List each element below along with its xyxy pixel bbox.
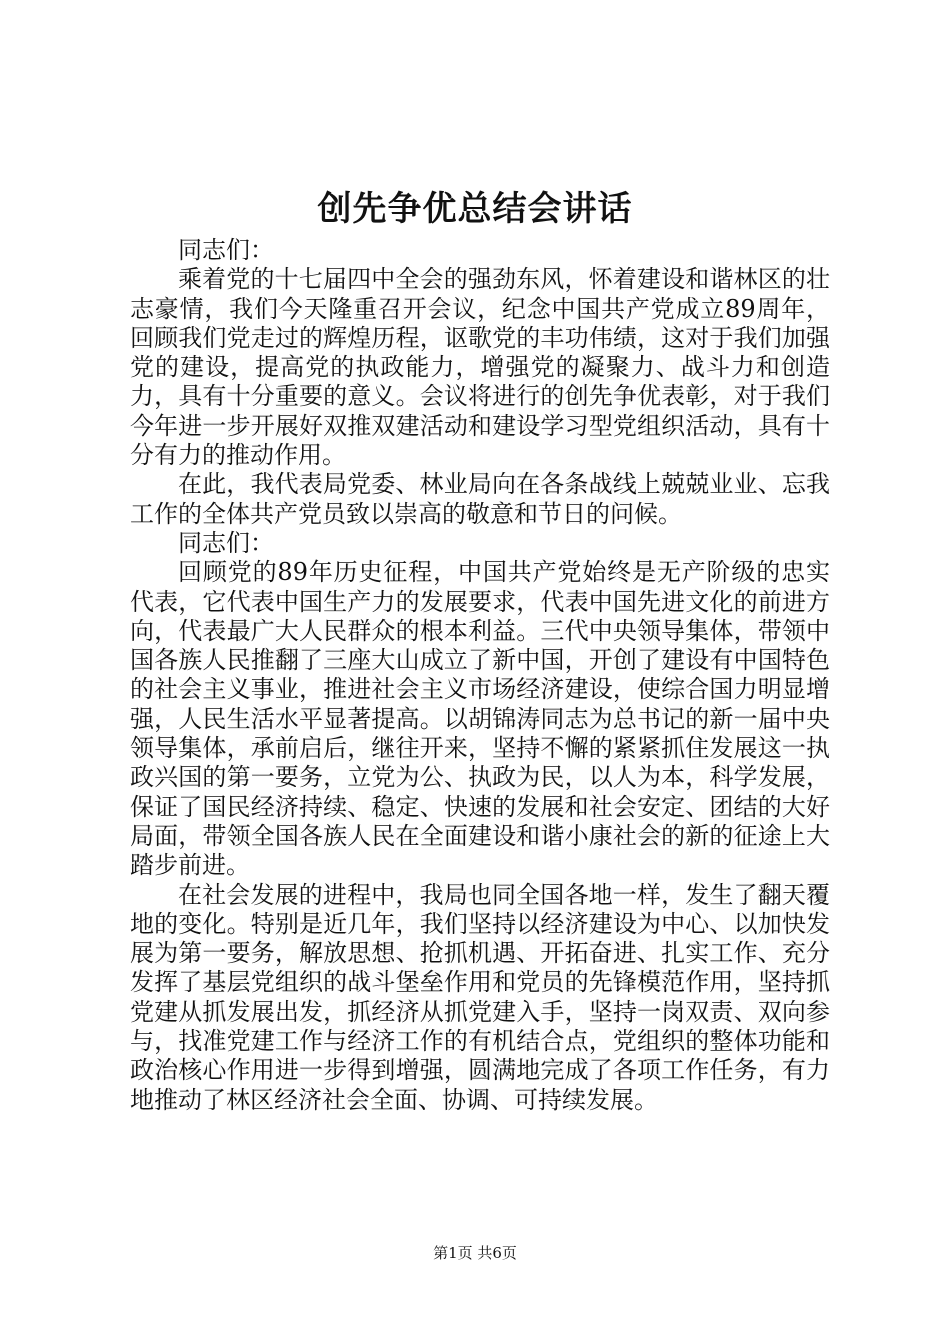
salutation: 同志们： bbox=[178, 236, 274, 264]
document-title: 创先争优总结会讲话 bbox=[317, 189, 633, 229]
body-paragraph: 乘着党的十七届四中全会的强劲东风，怀着建设和谐林区的壮志豪情，我们今天隆重召开会议，纪念中国共产党成立89周年，回顾我们党走过的辉煌历程，讴歌党的丰功伟绩，这对于我们加强党的建设，提高党的执政能力，增强党的凝聚力、战斗力和创造力，具有十分重要的意义。会议将进行的创先争优表彰，对于我们今年进一步开展好双推双建活动和建设学习型党组织活动，具有十分有力的推动作用。 bbox=[130, 265, 830, 470]
page-number-footer: 第1页 共6页 bbox=[433, 1244, 517, 1262]
document-body bbox=[130, 236, 830, 1115]
body-paragraph: 在此，我代表局党委、林业局向在各条战线上兢兢业业、忘我工作的全体共产党员致以崇高的敬意和节日的问候。 bbox=[130, 470, 830, 528]
salutation: 同志们： bbox=[178, 528, 274, 557]
body-paragraph: 回顾党的89年历史征程，中国共产党始终是无产阶级的忠实代表，它代表中国生产力的发展要求，代表中国先进文化的前进方向，代表最广大人民群众的根本利益。三代中央领导集体，带领中国各族人民推翻了三座大山成立了新中国，开创了建设有中国特色的社会主义事业，推进社会主义市场经济建设，使综合国力明显增强，人民生活水平显著提高。以胡锦涛同志为总书记的新一届中央领导集体，承前启后，继往开来，坚持不懈的紧紧抓住发展这一执政兴国的第一要务，立党为公、执政为民，以人为本，科学发展，保证了国民经济持续、稳定、快速的发展和社会安定、团结的大好局面，带领全国各族人民在全面建设和谐小康社会的新的征途上大踏步前进。 bbox=[130, 558, 830, 880]
body-paragraph: 在社会发展的进程中，我局也同全国各地一样，发生了翻天覆地的变化。特别是近几年，我们坚持以经济建设为中心、以加快发展为第一要务，解放思想、抢抓机遇、开拓奋进、扎实工作、充分发挥了基层党组织的战斗堡垒作用和党员的先锋模范作用，坚持抓党建从抓发展出发，抓经济从抓党建入手，坚持一岗双责、双向参与，找准党建工作与经济工作的有机结合点，党组织的整体功能和政治核心作用进一步得到增强，圆满地完成了各项工作任务，有力地推动了林区经济社会全面、协调、可持续发展。 bbox=[130, 880, 830, 1114]
